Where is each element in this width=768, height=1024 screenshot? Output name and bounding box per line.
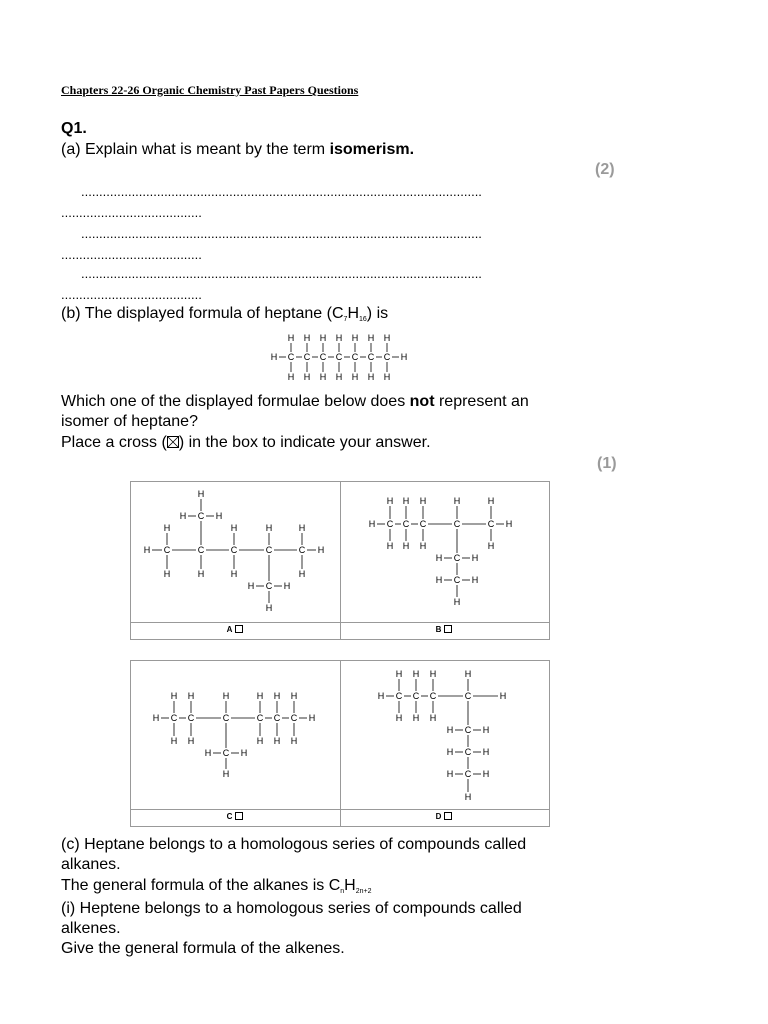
carbon-atom: C	[230, 545, 238, 555]
part-b-marks: (1)	[597, 455, 617, 472]
option-b-checkbox[interactable]	[444, 625, 452, 633]
hydrogen-atom: H	[270, 352, 278, 362]
hydrogen-atom: H	[204, 748, 212, 758]
part-c-line1: (c) Heptane belongs to a homologous series of compounds called	[61, 836, 527, 853]
carbon-atom: C	[303, 352, 311, 362]
hydrogen-atom: H	[187, 736, 195, 746]
hydrogen-atom: H	[222, 769, 230, 779]
hydrogen-atom: H	[335, 333, 343, 343]
carbon-atom: C	[290, 713, 298, 723]
part-b-which-2: isomer of heptane?	[61, 413, 198, 430]
carbon-atom: C	[419, 519, 427, 529]
hydrogen-atom: H	[395, 713, 403, 723]
hydrogen-atom: H	[446, 747, 454, 757]
hydrogen-atom: H	[435, 575, 443, 585]
cross-box-icon	[167, 436, 179, 448]
carbon-atom: C	[222, 713, 230, 723]
hydrogen-atom: H	[170, 736, 178, 746]
part-b-which: Which one of the displayed formulae below does not represent an	[61, 393, 529, 410]
option-a[interactable]: A	[131, 625, 339, 634]
hydrogen-atom: H	[487, 496, 495, 506]
hydrogen-atom: H	[265, 523, 273, 533]
carbon-atom: C	[453, 553, 461, 563]
hydrogen-atom: H	[435, 553, 443, 563]
hydrogen-atom: H	[319, 333, 327, 343]
structure-b	[341, 482, 547, 620]
carbon-atom: C	[335, 352, 343, 362]
carbon-atom: C	[367, 352, 375, 362]
hydrogen-atom: H	[487, 541, 495, 551]
option-d-checkbox[interactable]	[444, 812, 452, 820]
hydrogen-atom: H	[471, 553, 479, 563]
carbon-atom: C	[383, 352, 391, 362]
hydrogen-atom: H	[429, 669, 437, 679]
hydrogen-atom: H	[464, 669, 472, 679]
question-number: Q1.	[61, 120, 87, 137]
carbon-atom: C	[464, 769, 472, 779]
part-a-term: isomerism.	[329, 141, 415, 158]
carbon-atom: C	[222, 748, 230, 758]
part-c-formula: The general formula of the alkanes is $C_nH_{2n+2}$	[61, 877, 372, 895]
option-a-checkbox[interactable]	[235, 625, 243, 633]
hydrogen-atom: H	[386, 496, 394, 506]
carbon-atom: C	[464, 725, 472, 735]
part-a-question	[61, 140, 414, 160]
carbon-atom: C	[453, 519, 461, 529]
hydrogen-atom: H	[351, 372, 359, 382]
hydrogen-atom: H	[163, 569, 171, 579]
hydrogen-atom: H	[303, 372, 311, 382]
hydrogen-atom: H	[377, 691, 385, 701]
hydrogen-atom: H	[367, 333, 375, 343]
part-a-marks: (2)	[595, 161, 615, 178]
answer-line-1a[interactable]: ...............................................................................................................	[81, 184, 482, 199]
part-c-i-line1: (i) Heptene belongs to a homologous series of compounds called	[61, 900, 522, 917]
part-b-question: (b) The displayed formula of heptane $(C_7H_{16})$ is	[61, 305, 389, 323]
hydrogen-atom: H	[351, 333, 359, 343]
hydrogen-atom: H	[303, 333, 311, 343]
hydrogen-atom: H	[273, 691, 281, 701]
carbon-atom: C	[197, 511, 205, 521]
carbon-atom: C	[265, 581, 273, 591]
carbon-atom: C	[464, 747, 472, 757]
carbon-atom: C	[287, 352, 295, 362]
option-b[interactable]: B	[341, 625, 547, 634]
hydrogen-atom: H	[170, 691, 178, 701]
answer-line-3b[interactable]: .......................................	[61, 287, 202, 302]
hydrogen-atom: H	[367, 372, 375, 382]
hydrogen-atom: H	[429, 713, 437, 723]
hydrogen-atom: H	[287, 372, 295, 382]
hydrogen-atom: H	[464, 792, 472, 802]
hydrogen-atom: H	[402, 541, 410, 551]
carbon-atom: C	[273, 713, 281, 723]
hydrogen-atom: H	[446, 725, 454, 735]
answer-line-2a[interactable]: ...............................................................................................................	[81, 226, 482, 241]
answer-line-2b[interactable]: .......................................	[61, 247, 202, 262]
hydrogen-atom: H	[247, 581, 255, 591]
carbon-atom: C	[163, 545, 171, 555]
hydrogen-atom: H	[240, 748, 248, 758]
hydrogen-atom: H	[446, 769, 454, 779]
hydrogen-atom: H	[283, 581, 291, 591]
hydrogen-atom: H	[317, 545, 325, 555]
hydrogen-atom: H	[482, 769, 490, 779]
hydrogen-atom: H	[402, 496, 410, 506]
carbon-atom: C	[265, 545, 273, 555]
hydrogen-atom: H	[400, 352, 408, 362]
structure-c	[131, 661, 339, 807]
carbon-atom: C	[351, 352, 359, 362]
hydrogen-atom: H	[453, 496, 461, 506]
page-header: Chapters 22-26 Organic Chemistry Past Papers Questions	[61, 83, 359, 97]
part-c-i-line3: Give the general formula of the alkenes.	[61, 940, 345, 957]
carbon-atom: C	[170, 713, 178, 723]
hydrogen-atom: H	[395, 669, 403, 679]
hydrogen-atom: H	[273, 736, 281, 746]
carbon-atom: C	[429, 691, 437, 701]
hydrogen-atom: H	[383, 333, 391, 343]
option-c[interactable]: C	[131, 812, 339, 821]
carbon-atom: C	[298, 545, 306, 555]
hydrogen-atom: H	[179, 511, 187, 521]
hydrogen-atom: H	[368, 519, 376, 529]
hydrogen-atom: H	[197, 489, 205, 499]
hydrogen-atom: H	[187, 691, 195, 701]
hydrogen-atom: H	[230, 523, 238, 533]
option-d[interactable]: D	[341, 812, 547, 821]
hydrogen-atom: H	[298, 569, 306, 579]
carbon-atom: C	[412, 691, 420, 701]
hydrogen-atom: H	[319, 372, 327, 382]
hydrogen-atom: H	[412, 669, 420, 679]
hydrogen-atom: H	[163, 523, 171, 533]
hydrogen-atom: H	[453, 597, 461, 607]
hydrogen-atom: H	[287, 333, 295, 343]
carbon-atom: C	[386, 519, 394, 529]
carbon-atom: C	[197, 545, 205, 555]
hydrogen-atom: H	[335, 372, 343, 382]
carbon-atom: C	[256, 713, 264, 723]
carbon-atom: C	[464, 691, 472, 701]
hydrogen-atom: H	[290, 736, 298, 746]
hydrogen-atom: H	[256, 736, 264, 746]
hydrogen-atom: H	[499, 691, 507, 701]
hydrogen-atom: H	[290, 691, 298, 701]
part-c-i-line2: alkenes.	[61, 920, 121, 937]
carbon-atom: C	[402, 519, 410, 529]
hydrogen-atom: H	[152, 713, 160, 723]
hydrogen-atom: H	[215, 511, 223, 521]
structure-a	[131, 482, 339, 620]
carbon-atom: C	[395, 691, 403, 701]
hydrogen-atom: H	[143, 545, 151, 555]
hydrogen-atom: H	[383, 372, 391, 382]
hydrogen-atom: H	[505, 519, 513, 529]
hydrogen-atom: H	[471, 575, 479, 585]
hydrogen-atom: H	[298, 523, 306, 533]
hydrogen-atom: H	[256, 691, 264, 701]
carbon-atom: C	[319, 352, 327, 362]
answer-line-3a[interactable]: ...............................................................................................................	[81, 266, 482, 281]
part-a-text: (a) Explain what is meant by the term	[61, 141, 330, 158]
hydrogen-atom: H	[482, 747, 490, 757]
answer-line-1b[interactable]: .......................................	[61, 205, 202, 220]
hydrogen-atom: H	[222, 691, 230, 701]
hydrogen-atom: H	[482, 725, 490, 735]
hydrogen-atom: H	[265, 603, 273, 613]
part-c-line2: alkanes.	[61, 856, 121, 873]
part-b-instruction: Place a cross ( ) in the box to indicate your answer.	[61, 434, 431, 451]
hydrogen-atom: H	[308, 713, 316, 723]
carbon-atom: C	[187, 713, 195, 723]
hydrogen-atom: H	[230, 569, 238, 579]
heptane-formula	[268, 330, 413, 385]
hydrogen-atom: H	[419, 496, 427, 506]
structure-d	[341, 661, 547, 807]
carbon-atom: C	[453, 575, 461, 585]
hydrogen-atom: H	[197, 569, 205, 579]
carbon-atom: C	[487, 519, 495, 529]
option-c-checkbox[interactable]	[235, 812, 243, 820]
hydrogen-atom: H	[419, 541, 427, 551]
hydrogen-atom: H	[386, 541, 394, 551]
hydrogen-atom: H	[412, 713, 420, 723]
